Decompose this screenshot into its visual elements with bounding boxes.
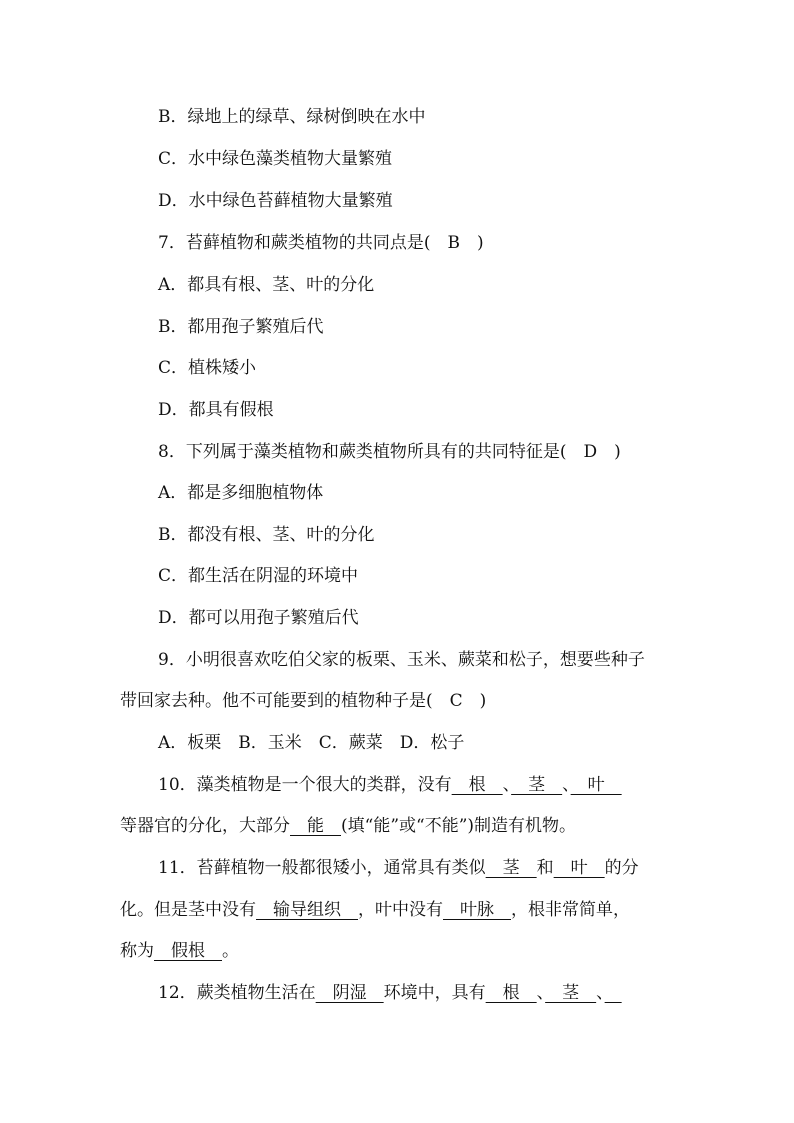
option-a-q7: A．都具有根、茎、叶的分化 [158, 275, 375, 295]
answer-blank: 茎 [511, 775, 563, 795]
option-c-q6: C．水中绿色藻类植物大量繁殖 [158, 149, 393, 169]
q11-text: 11．苔藓植物一般都很矮小，通常具有类似 [158, 858, 486, 878]
q12-separator: 、 [536, 983, 546, 1003]
option-d-q6: D．水中绿色苔藓植物大量繁殖 [158, 191, 393, 211]
answer-blank: 叶脉 [443, 900, 511, 920]
question-9-line-2: 带回家去种。他不可能要到的植物种子是( C ) [120, 691, 487, 711]
question-10-line-2 [120, 814, 576, 838]
answer-blank: 阴湿 [315, 983, 384, 1003]
option-b-q7: B．都用孢子繁殖后代 [158, 317, 324, 337]
answer-blank: 茎 [545, 983, 597, 1003]
answer-blank: 叶 [570, 775, 622, 795]
answer-blank: 输导组织 [256, 900, 358, 920]
question-11-line-3 [120, 939, 239, 963]
option-d-q7: D．都具有假根 [158, 400, 274, 420]
question-11-line-1 [158, 856, 639, 880]
answer-blank [605, 983, 622, 1003]
question-8: 8．下列属于藻类植物和蕨类植物所具有的共同特征是( D ) [158, 442, 621, 462]
option-a-q8: A．都是多细胞植物体 [158, 483, 324, 503]
q11-text: 称为 [120, 941, 154, 961]
answer-blank: 假根 [154, 941, 222, 961]
question-9-line-1: 9．小明很喜欢吃伯父家的板栗、玉米、蕨菜和松子，想要些种子 [158, 650, 645, 670]
option-b-q6: B．绿地上的绿草、绿树倒映在水中 [158, 107, 426, 127]
answer-blank: 能 [290, 816, 341, 836]
q10-separator: 、 [562, 775, 571, 795]
q11-text: ，根非常简单， [511, 900, 630, 920]
q10-separator: 、 [502, 775, 512, 795]
q11-text: 的分 [604, 858, 639, 878]
answer-blank: 根 [485, 983, 537, 1003]
option-b-q8: B．都没有根、茎、叶的分化 [158, 525, 375, 545]
answer-blank: 叶 [553, 858, 605, 878]
option-c-q8: C．都生活在阴湿的环境中 [158, 566, 359, 586]
option-d-q8: D．都可以用孢子繁殖后代 [158, 608, 359, 628]
q11-text: 和 [536, 858, 554, 878]
q12-separator: 、 [596, 983, 605, 1003]
q12-text: 12．蕨类植物生活在 [158, 983, 316, 1003]
answer-blank: 茎 [485, 858, 537, 878]
option-c-q7: C．植株矮小 [158, 358, 257, 378]
question-12-line-1 [158, 981, 622, 1005]
q11-text: ，叶中没有 [358, 900, 443, 920]
options-q9: A．板栗 B．玉米 C．蕨菜 D．松子 [158, 733, 465, 753]
q10-text: (填“能”或“不能”)制造有机物。 [341, 816, 577, 836]
q10-text: 10．藻类植物是一个很大的类群，没有 [158, 775, 452, 795]
q12-text: 环境中，具有 [383, 983, 486, 1003]
q11-text: 。 [222, 941, 239, 961]
question-11-line-2 [120, 898, 630, 922]
q11-text: 化。但是茎中没有 [120, 900, 256, 920]
q10-text: 等器官的分化，大部分 [120, 816, 290, 836]
answer-blank: 根 [451, 775, 503, 795]
question-7: 7．苔藓植物和蕨类植物的共同点是( B ) [158, 233, 484, 253]
question-10-line-1 [158, 773, 622, 797]
